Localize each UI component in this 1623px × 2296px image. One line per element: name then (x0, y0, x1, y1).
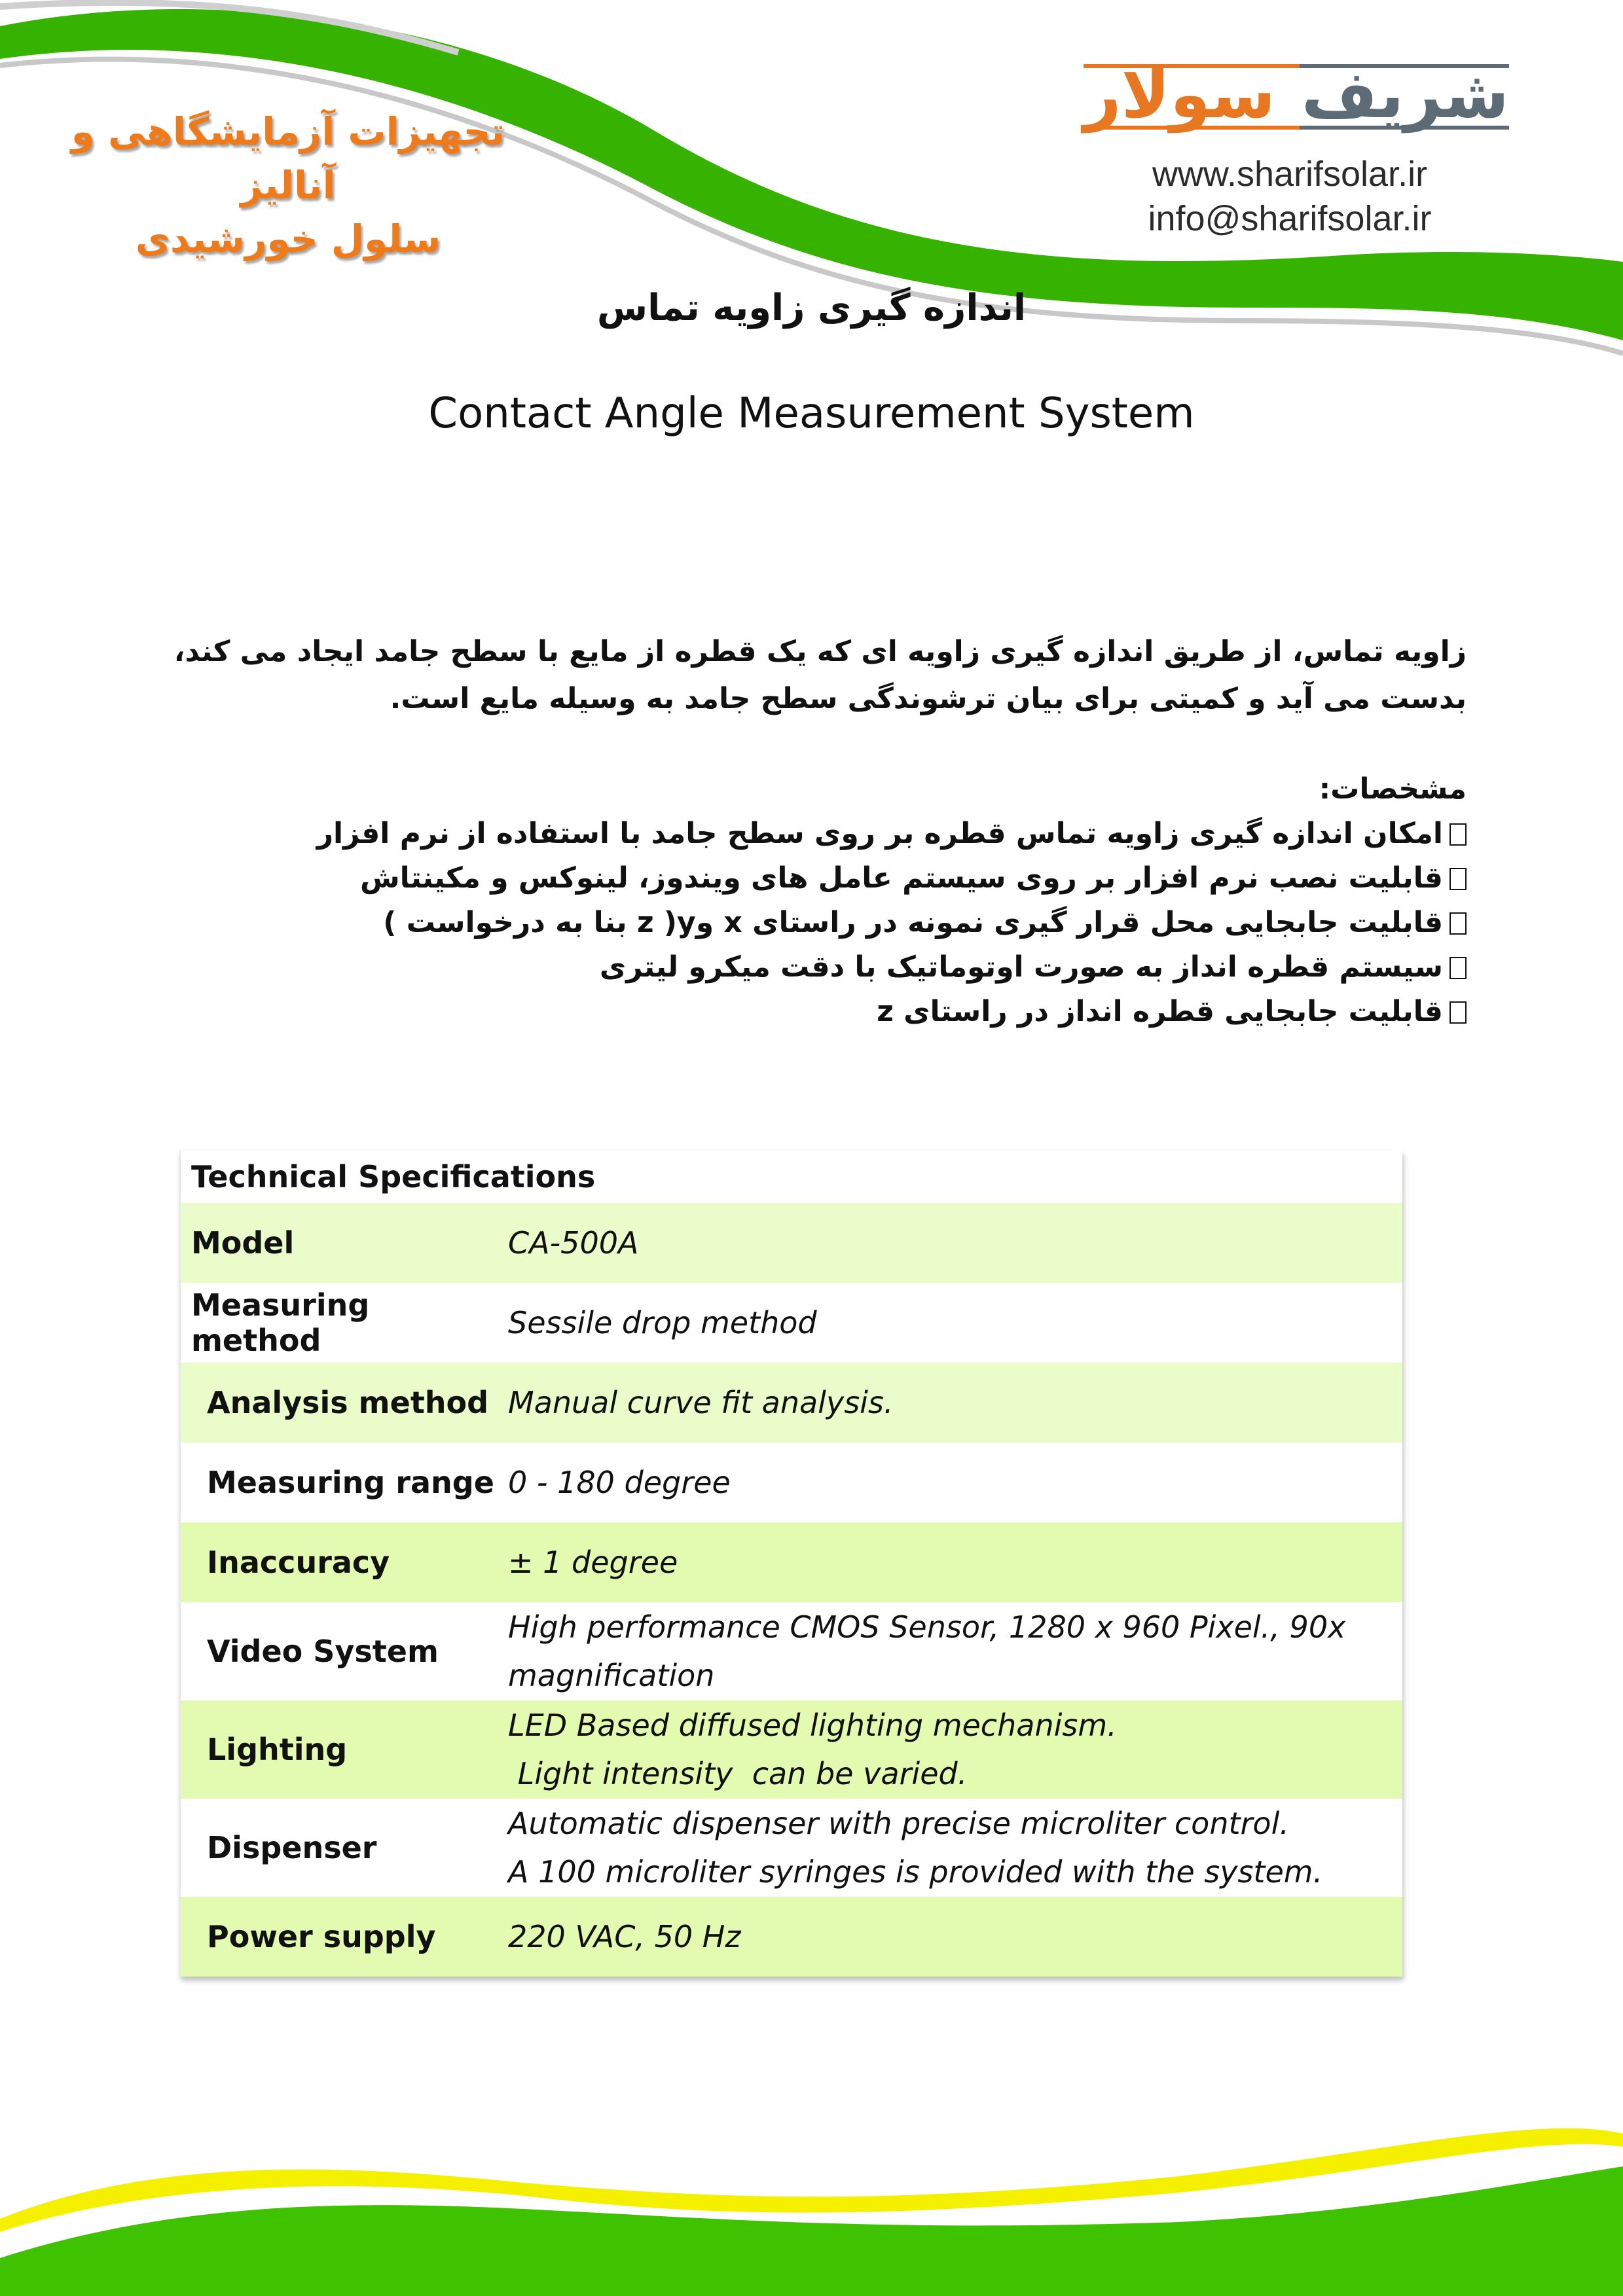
features-list (98, 812, 1467, 1034)
brand-title-line1: تجهیزات آزمایشگاهی و آنالیز (71, 109, 505, 207)
row-value: Sessile drop method (508, 1305, 817, 1340)
page-title-english: Contact Angle Measurement System (428, 389, 1195, 438)
feature-item: امکان اندازه گیری زاویه تماس قطره بر روی سطح جامد با استفاده از نرم افزار (98, 812, 1467, 856)
email-link[interactable]: info@sharifsolar.ir (1148, 199, 1432, 238)
bullet-box-icon (1450, 912, 1467, 935)
feature-item: قابلیت نصب نرم افزار بر روی سیستم عامل های ویندوز، لینوکس و مکینتاش (98, 856, 1467, 901)
table-row (181, 1363, 1402, 1443)
row-label: Lighting (207, 1732, 348, 1767)
row-value: High performance CMOS Sensor, 1280 x 960 Pixel., 90x magnification (508, 1609, 1346, 1693)
website-link[interactable]: www.sharifsolar.ir (1152, 154, 1428, 194)
table-row (181, 1522, 1402, 1602)
row-value: CA-500A (508, 1225, 639, 1261)
row-value: LED Based diffused lighting mechanism. Light intensity can be varied. (508, 1708, 1117, 1791)
row-label: Analysis method (207, 1385, 489, 1420)
technical-specifications-table (179, 1151, 1402, 1977)
row-value: Automatic dispenser with precise microliter control. A 100 microliter syringes is provided with the system. (508, 1806, 1323, 1890)
row-label: Measuring range (207, 1465, 494, 1500)
table-row (181, 1283, 1402, 1363)
sharif-solar-logo (1084, 52, 1509, 141)
row-value: Manual curve fit analysis. (508, 1385, 894, 1420)
row-value: ± 1 degree (508, 1545, 678, 1580)
table-row (181, 1602, 1402, 1700)
table-row (181, 1443, 1402, 1522)
features-heading: مشخصات: (1319, 772, 1467, 806)
feature-item: قابلیت جابجایی قطره انداز در راستای z (98, 990, 1467, 1034)
table-row (181, 1799, 1402, 1897)
bullet-box-icon (1450, 823, 1467, 846)
bullet-box-icon (1450, 1001, 1467, 1024)
logo-text-solar: سولار (1084, 56, 1276, 133)
row-value: 220 VAC, 50 Hz (508, 1919, 741, 1954)
contact-info (1113, 152, 1467, 241)
table-caption: Technical Specifications (191, 1159, 596, 1194)
row-label: Power supply (207, 1919, 436, 1954)
row-label: Inaccuracy (207, 1545, 390, 1580)
bullet-box-icon (1450, 957, 1467, 979)
row-label: Model (191, 1225, 295, 1261)
row-value: 0 - 180 degree (508, 1465, 731, 1500)
table-row (181, 1700, 1402, 1799)
intro-paragraph: زاویه تماس، از طریق اندازه گیری زاویه ای که یک قطره از مایع با سطح جامد ایجاد می کند، بدست می آید و کمیتی برای بیان ترشوندگی سطح جامد به وسیله مایع است. (173, 635, 1467, 715)
table-row (181, 1203, 1402, 1283)
row-label: Dispenser (207, 1830, 377, 1865)
bullet-box-icon (1450, 868, 1467, 890)
feature-item: سیستم قطره انداز به صورت اوتوماتیک با دقت میکرو لیتری (98, 945, 1467, 990)
row-label: Measuring method (191, 1287, 370, 1358)
logo-text-sharif: شریف (1301, 56, 1509, 133)
table-row (181, 1897, 1402, 1977)
brand-title-line2: سلول خورشیدی (135, 217, 441, 261)
feature-item: قابلیت جابجایی محل قرار گیری نمونه در راستای x وy( z بنا به درخواست ) (98, 901, 1467, 945)
row-label: Video System (207, 1634, 439, 1669)
footer-wave-decoration (0, 2062, 1623, 2296)
brand-title (26, 105, 550, 266)
page-title-persian: اندازه گیری زاویه تماس (596, 287, 1027, 329)
